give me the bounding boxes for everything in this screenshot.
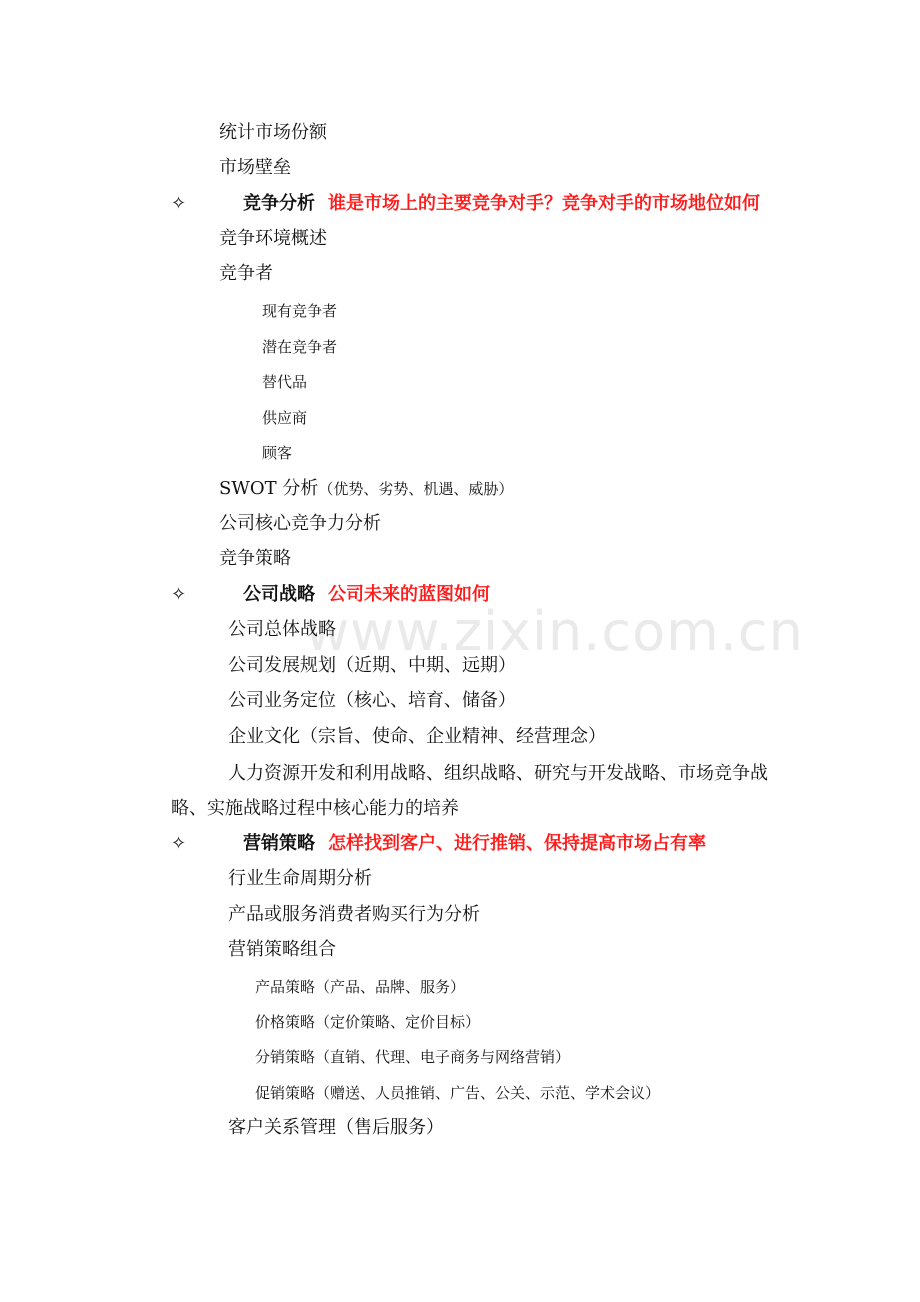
competitor-customers: 顾客	[262, 444, 293, 462]
swot-label: SWOT 分析	[219, 478, 319, 499]
strategy-item-position: 公司业务定位（核心、培育、储备）	[228, 690, 516, 711]
competition-item-strategy: 竞争策略	[219, 548, 291, 569]
mix-distribution: 分销策略（直销、代理、电子商务与网络营销）	[255, 1048, 571, 1066]
competitor-existing: 现有竞争者	[262, 302, 338, 320]
watermark: www.zixin.com.cn	[305, 600, 804, 663]
competition-item-environment: 竞争环境概述	[219, 228, 327, 249]
strategy-item-plan: 公司发展规划（近期、中期、远期）	[228, 655, 516, 676]
marketing-question: 怎样找到客户、进行推销、保持提高市场占有率	[328, 833, 706, 854]
diamond-bullet-icon: ✧	[171, 833, 187, 854]
competition-item-core: 公司核心竞争力分析	[219, 513, 381, 534]
marketing-heading	[0, 832, 920, 856]
strategy-title: 公司战略	[243, 584, 315, 605]
swot-analysis	[219, 477, 513, 501]
marketing-item-behavior: 产品或服务消费者购买行为分析	[228, 904, 480, 925]
competitor-substitutes: 替代品	[262, 373, 308, 391]
market-item-barrier: 市场壁垒	[219, 157, 291, 178]
swot-detail: （优势、劣势、机遇、威胁）	[318, 480, 514, 498]
marketing-item-crm: 客户关系管理（售后服务）	[228, 1117, 444, 1138]
competitor-potential: 潜在竞争者	[262, 338, 338, 356]
marketing-item-mix: 营销策略组合	[228, 939, 336, 960]
competitor-suppliers: 供应商	[262, 409, 308, 427]
strategy-item-overall: 公司总体战略	[228, 619, 336, 640]
competition-question: 谁是市场上的主要竞争对手？竞争对手的市场地位如何	[328, 193, 760, 214]
marketing-title: 营销策略	[243, 833, 315, 854]
market-item-share: 统计市场份额	[219, 122, 327, 143]
competition-heading	[0, 192, 920, 216]
competition-item-competitors: 竞争者	[219, 263, 273, 284]
diamond-bullet-icon: ✧	[171, 584, 187, 605]
diamond-bullet-icon: ✧	[171, 193, 187, 214]
mix-promotion: 促销策略（赠送、人员推销、广告、公关、示范、学术会议）	[255, 1084, 661, 1102]
strategy-paragraph: 人力资源开发和利用战略、组织战略、研究与开发战略、市场竞争战略、实施战略过程中核心能力的培养	[171, 763, 768, 819]
strategy-heading	[0, 583, 920, 607]
strategy-question: 公司未来的蓝图如何	[328, 584, 490, 605]
strategy-item-culture: 企业文化（宗旨、使命、企业精神、经营理念）	[228, 726, 606, 747]
mix-product: 产品策略（产品、品牌、服务）	[255, 978, 466, 996]
mix-price: 价格策略（定价策略、定价目标）	[255, 1013, 481, 1031]
competition-title: 竞争分析	[243, 193, 315, 214]
marketing-item-lifecycle: 行业生命周期分析	[228, 868, 372, 889]
